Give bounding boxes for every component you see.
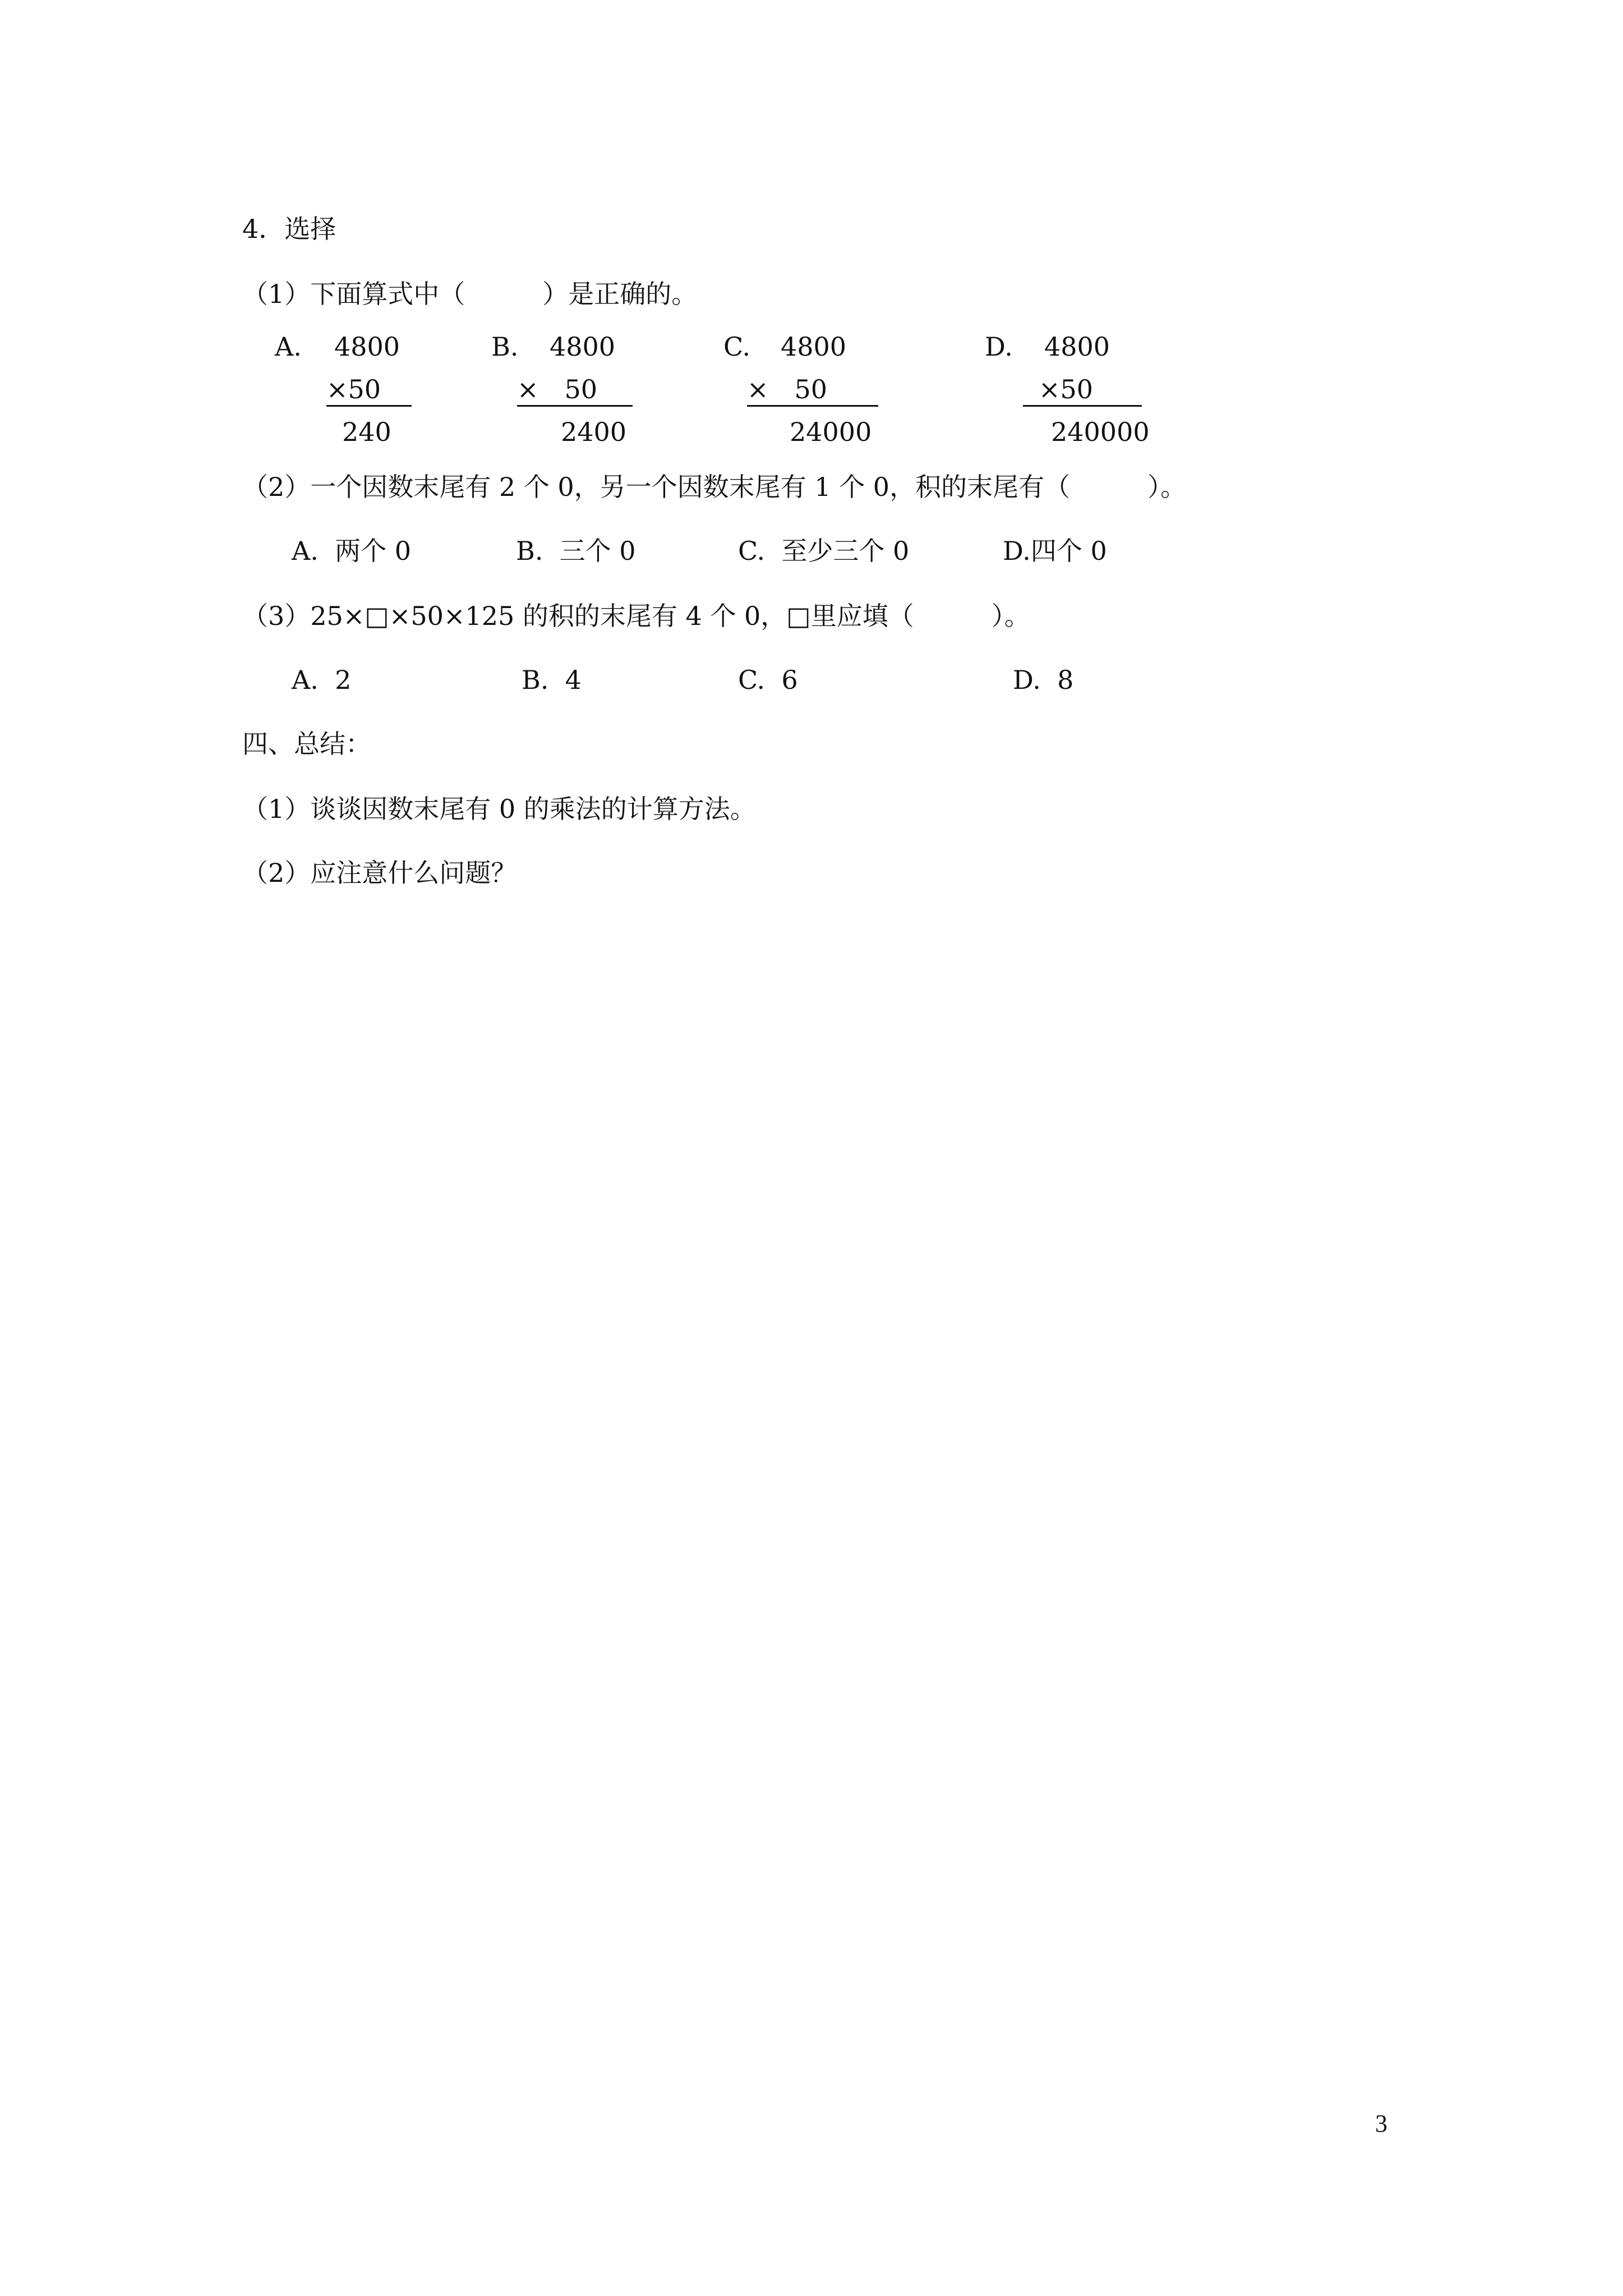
multiplicand: 4800	[550, 332, 616, 362]
q3-option-b: B. 4	[522, 665, 582, 695]
option-letter: B.	[491, 332, 519, 362]
multiplier: ×50	[326, 374, 381, 404]
q3-option-a: A. 2	[292, 665, 352, 695]
section-heading-choice: 4．选择	[242, 214, 336, 244]
multiplier: × 50	[517, 374, 598, 404]
question-2: （2）一个因数末尾有 2 个 0，另一个因数末尾有 1 个 0，积的末尾有（ ）。	[242, 472, 1187, 502]
multiplicand: 4800	[1044, 332, 1110, 362]
underline	[747, 405, 878, 407]
multiplier: × 50	[747, 374, 828, 404]
summary-item-1: （1）谈谈因数末尾有 0 的乘法的计算方法。	[242, 794, 756, 824]
q3-option-c: C. 6	[738, 665, 798, 695]
multiplier: ×50	[1039, 374, 1094, 404]
q2-option-a: A. 两个 0	[292, 536, 411, 566]
q2-option-d: D.四个 0	[1003, 536, 1107, 566]
multiplicand: 4800	[334, 332, 400, 362]
question-3: （3）25×□×50×125 的积的末尾有 4 个 0，□里应填（ ）。	[242, 601, 1030, 631]
product: 2400	[561, 417, 627, 447]
product: 240	[342, 417, 391, 447]
option-letter: A.	[275, 332, 302, 362]
q2-option-b: B. 三个 0	[516, 536, 636, 566]
q2-option-c: C. 至少三个 0	[738, 536, 910, 566]
product: 240000	[1051, 417, 1150, 447]
underline	[517, 405, 633, 407]
question-1: （1）下面算式中（ ）是正确的。	[242, 279, 698, 309]
underline	[1023, 405, 1142, 407]
option-letter: C.	[723, 332, 751, 362]
multiplicand: 4800	[781, 332, 847, 362]
q3-option-d: D. 8	[1013, 665, 1074, 695]
product: 24000	[790, 417, 872, 447]
page-number: 3	[1375, 2110, 1387, 2137]
section-heading-summary: 四、总结：	[242, 729, 371, 759]
summary-item-2: （2）应注意什么问题？	[242, 858, 517, 888]
underline	[326, 405, 412, 407]
option-letter: D.	[985, 332, 1013, 362]
